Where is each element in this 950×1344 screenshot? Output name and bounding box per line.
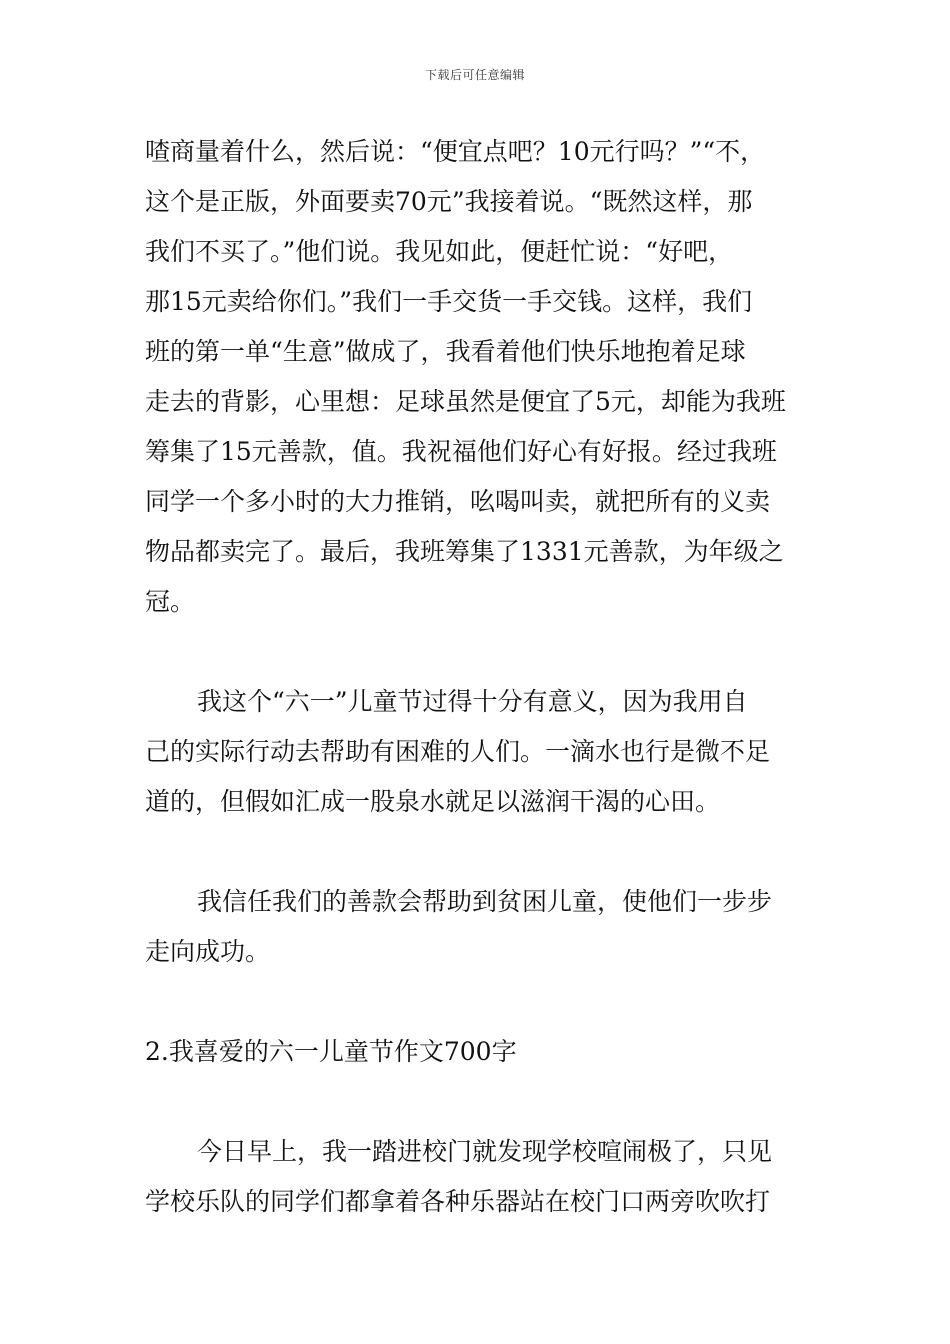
text-line: 冠。	[145, 587, 196, 616]
paragraph	[145, 677, 817, 827]
page-header: 下载后可任意编辑	[424, 68, 525, 82]
text-line: 我这个“六一”儿童节过得十分有意义，因为我用自	[197, 687, 748, 716]
text-line: 那15元卖给你们。”我们一手交货一手交钱。这样，我们	[145, 287, 753, 316]
text-line: 走去的背影，心里想：足球虽然是便宜了5元，却能为我班	[145, 387, 786, 416]
text-line: 同学一个多小时的大力推销，吆喝叫卖，就把所有的义卖	[145, 487, 771, 516]
text-line: 班的第一单“生意”做成了，我看着他们快乐地抱着足球	[145, 337, 746, 366]
paragraph-gap	[145, 1077, 817, 1127]
text-line: 道的，但假如汇成一股泉水就足以滋润干渴的心田。	[145, 787, 721, 816]
text-line: 喳商量着什么，然后说：“便宜点吧？10元行吗？”“不，	[145, 137, 766, 166]
paragraph-gap	[145, 977, 817, 1027]
text-line: 这个是正版，外面要卖70元”我接着说。“既然这样，那	[145, 187, 753, 216]
text-line: 我们不买了。”他们说。我见如此，便赶忙说：“好吧，	[145, 237, 734, 266]
text-line: 我信任我们的善款会帮助到贫困儿童，使他们一步步	[197, 887, 773, 916]
paragraph	[145, 1127, 817, 1227]
section-heading: 2.我喜爱的六一儿童节作文700字	[145, 1037, 517, 1066]
paragraph-gap	[145, 627, 817, 677]
text-line: 己的实际行动去帮助有困难的人们。一滴水也行是微不足	[145, 737, 771, 766]
paragraph	[145, 877, 817, 977]
paragraph-gap	[145, 827, 817, 877]
text-line: 筹集了15元善款，值。我祝福他们好心有好报。经过我班	[145, 437, 777, 466]
text-line: 今日早上，我一踏进校门就发现学校喧闹极了，只见	[197, 1137, 773, 1166]
paragraph	[145, 127, 817, 627]
text-line: 学校乐队的同学们都拿着各种乐器站在校门口两旁吹吹打	[145, 1187, 771, 1216]
document-body	[145, 127, 817, 1227]
text-line: 走向成功。	[145, 937, 271, 966]
text-line: 物品都卖完了。最后，我班筹集了1331元善款，为年级之	[145, 537, 784, 566]
